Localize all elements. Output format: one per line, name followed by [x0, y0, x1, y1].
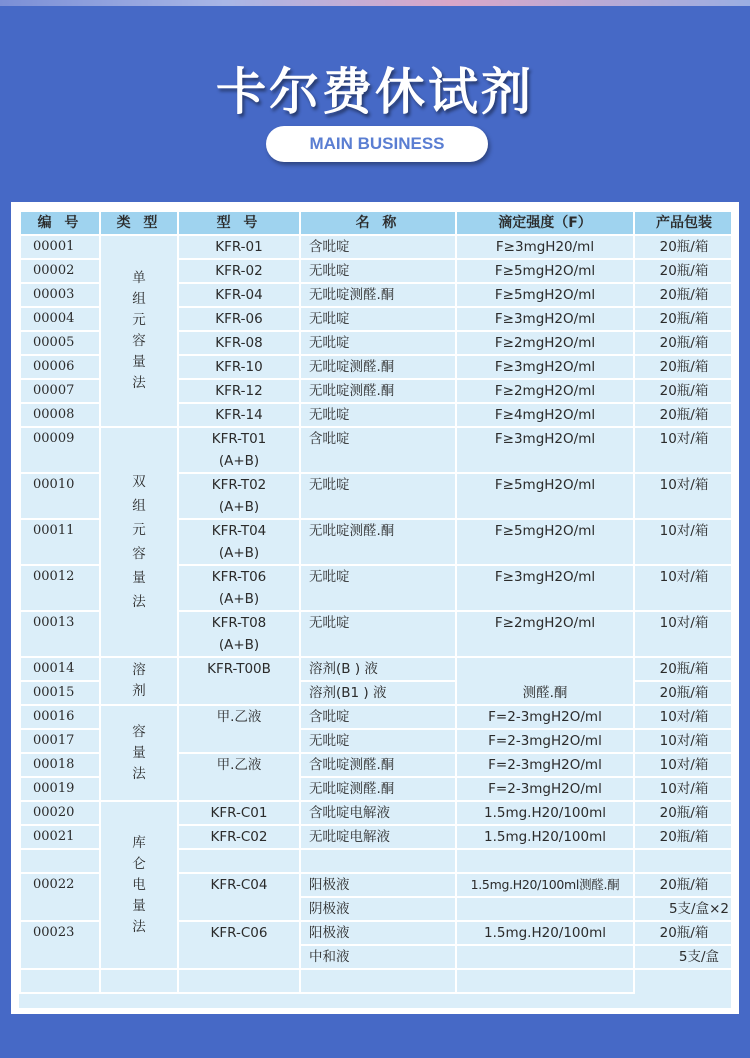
cell-package: 10对/箱: [634, 753, 731, 777]
cell-package: 10对/箱: [634, 729, 731, 753]
cell-type-group: [100, 801, 178, 969]
cell-strength: F=2-3mgH2O/ml: [456, 705, 634, 729]
cell-name: 阳极液: [300, 873, 456, 897]
cell-name: [178, 969, 300, 993]
cell-code: 00005: [20, 331, 100, 355]
header-strength: 滴定强度（F）: [456, 211, 634, 235]
cell-package: 20瓶/箱: [634, 307, 731, 331]
cell-model: [178, 473, 300, 519]
cell-name: 无吡啶测醛.酮: [300, 519, 456, 565]
table-row: [20, 969, 731, 993]
cell-strength: F≥3mgH2O/ml: [456, 565, 634, 611]
main-business-badge: MAIN BUSINESS: [266, 126, 488, 162]
cell-model: [178, 611, 300, 657]
cell-code: 00017: [20, 729, 100, 753]
cell-name: 无吡啶测醛.酮: [300, 355, 456, 379]
cell-model: [178, 565, 300, 611]
model-line: KFR-T04: [211, 523, 267, 539]
cell-name: 无吡啶测醛.酮: [300, 379, 456, 403]
product-table: [19, 210, 731, 994]
cell-model: KFR-01: [178, 235, 300, 259]
model-line: KFR-T01: [211, 431, 267, 447]
cell-strength: F≥3mgH2O/ml: [456, 427, 634, 473]
cell-name: 无吡啶电解液: [300, 825, 456, 849]
cell-code: 00002: [20, 259, 100, 283]
cell-code: 00021: [20, 825, 100, 849]
cell-package: 10对/箱: [634, 777, 731, 801]
cell-package: 5支/盒: [634, 945, 731, 969]
cell-code: 00014: [20, 657, 100, 681]
cell-strength: 1.5mg.H20/100ml: [456, 801, 634, 825]
table-panel: [11, 202, 739, 1014]
cell-strength: [300, 969, 456, 993]
cell-model: KFR-12: [178, 379, 300, 403]
cell-package: 20瓶/箱: [634, 825, 731, 849]
type-label: 溶剂: [132, 662, 146, 699]
cell-package: 20瓶/箱: [634, 355, 731, 379]
model-suffix: (A+B): [218, 499, 260, 515]
top-decor-strip: [0, 0, 750, 6]
cell-package: 20瓶/箱: [634, 873, 731, 897]
cell-strength: F≥3mgH2O/ml: [456, 307, 634, 331]
header-model: 型 号: [178, 211, 300, 235]
cell-model: KFR-06: [178, 307, 300, 331]
cell-name: 含吡啶测醛.酮: [300, 753, 456, 777]
cell-code: 00022: [20, 873, 100, 921]
cell-package: 20瓶/箱: [634, 379, 731, 403]
cell-strength: [456, 945, 634, 969]
cell-code: 00019: [20, 777, 100, 801]
cell-name: 溶剂(B1 ) 液: [300, 681, 456, 705]
cell-strength: F≥5mgH2O/ml: [456, 473, 634, 519]
cell-name: 含吡啶电解液: [300, 801, 456, 825]
cell-type-group: [100, 235, 178, 427]
cell-name: 含吡啶: [300, 235, 456, 259]
cell-model: KFR-14: [178, 403, 300, 427]
cell-name: 中和液: [300, 945, 456, 969]
type-label: 容量法: [132, 723, 146, 782]
cell-name: 阳极液: [300, 921, 456, 945]
cell-strength: F=2-3mgH2O/ml: [456, 729, 634, 753]
cell-package: [634, 849, 731, 873]
cell-strength: 测醛.酮: [456, 657, 634, 705]
cell-strength: [456, 897, 634, 921]
cell-package: 10对/箱: [634, 427, 731, 473]
cell-package: 20瓶/箱: [634, 259, 731, 283]
cell-code: 00006: [20, 355, 100, 379]
cell-name: 无吡啶: [300, 259, 456, 283]
type-label: 库仑电量法: [132, 834, 146, 935]
cell-name: 无吡啶: [300, 565, 456, 611]
model-suffix: (A+B): [218, 591, 260, 607]
cell-code: 00015: [20, 681, 100, 705]
cell-code: 00004: [20, 307, 100, 331]
cell-strength: [456, 849, 634, 873]
cell-model: KFR-C06: [178, 921, 300, 969]
cell-code: 00010: [20, 473, 100, 519]
header-package: 产品包装: [634, 211, 731, 235]
cell-strength: 1.5mg.H20/100ml测醛.酮: [456, 873, 634, 897]
cell-name: 无吡啶: [300, 611, 456, 657]
cell-name: 无吡啶测醛.酮: [300, 283, 456, 307]
cell-code: 00001: [20, 235, 100, 259]
cell-package: 20瓶/箱: [634, 801, 731, 825]
cell-strength: 1.5mg.H20/100ml: [456, 825, 634, 849]
cell-package: 20瓶/箱: [634, 681, 731, 705]
cell-code: 00020: [20, 801, 100, 825]
type-label: 双组元容量法: [132, 474, 146, 610]
cell-type-group: [100, 427, 178, 657]
cell-model: [178, 427, 300, 473]
cell-strength: F≥4mgH2O/ml: [456, 403, 634, 427]
cell-code: 00011: [20, 519, 100, 565]
cell-strength: F≥5mgH2O/ml: [456, 259, 634, 283]
header-name: 名 称: [300, 211, 456, 235]
model-line: KFR-T08: [211, 615, 267, 631]
cell-package: 10对/箱: [634, 519, 731, 565]
cell-strength: F≥5mgH2O/ml: [456, 519, 634, 565]
cell-strength: F≥2mgH2O/ml: [456, 611, 634, 657]
cell-model: KFR-10: [178, 355, 300, 379]
cell-name: 溶剂(B ) 液: [300, 657, 456, 681]
cell-strength: F≥5mgH2O/ml: [456, 283, 634, 307]
cell-strength: F≥3mgH20/ml: [456, 235, 634, 259]
cell-strength: F=2-3mgH2O/ml: [456, 753, 634, 777]
cell-package: 10对/箱: [634, 705, 731, 729]
cell-strength: F=2-3mgH2O/ml: [456, 777, 634, 801]
table-row: [20, 657, 731, 681]
cell-model: KFR-C02: [178, 825, 300, 849]
cell-strength: F≥2mgH2O/ml: [456, 379, 634, 403]
type-label: 单组元容量法: [132, 270, 146, 391]
cell-code: 00023: [20, 921, 100, 969]
cell-code: 00016: [20, 705, 100, 729]
cell-model: KFR-C01: [178, 801, 300, 825]
cell-name: 含吡啶: [300, 427, 456, 473]
cell-code: 00008: [20, 403, 100, 427]
cell-package: 20瓶/箱: [634, 331, 731, 355]
cell-code: 00003: [20, 283, 100, 307]
cell-model: [178, 849, 300, 873]
cell-name: 含吡啶: [300, 705, 456, 729]
model-suffix: (A+B): [218, 453, 260, 469]
cell-model: KFR-04: [178, 283, 300, 307]
cell-package: 20瓶/箱: [634, 657, 731, 681]
model-suffix: (A+B): [218, 545, 260, 561]
cell-model: KFR-C04: [178, 873, 300, 921]
cell-code: 00007: [20, 379, 100, 403]
cell-code: [20, 969, 100, 993]
cell-name: 阴极液: [300, 897, 456, 921]
cell-name: 无吡啶: [300, 403, 456, 427]
header-code: 编 号: [20, 211, 100, 235]
cell-model: KFR-T00B: [178, 657, 300, 705]
cell-strength: F≥3mgH2O/ml: [456, 355, 634, 379]
cell-type-group: [100, 657, 178, 705]
page-title: 卡尔费休试剂: [216, 63, 534, 121]
cell-type-group: [100, 705, 178, 801]
cell-model: 甲.乙液: [178, 753, 300, 801]
cell-model: [178, 519, 300, 565]
header-type: 类 型: [100, 211, 178, 235]
cell-code: 00018: [20, 753, 100, 777]
cell-package: 10对/箱: [634, 611, 731, 657]
cell-name: 无吡啶: [300, 331, 456, 355]
table-row: [20, 801, 731, 825]
table-row: [20, 705, 731, 729]
cell-package: 10对/箱: [634, 565, 731, 611]
model-suffix: (A+B): [218, 637, 260, 653]
cell-code: [20, 849, 100, 873]
cell-package: 5支/盒×2: [634, 897, 731, 921]
model-line: KFR-T06: [211, 569, 267, 585]
cell-name: [300, 849, 456, 873]
cell-strength: 1.5mg.H20/100ml: [456, 921, 634, 945]
cell-package: 20瓶/箱: [634, 283, 731, 307]
product-sheet: [19, 210, 731, 1008]
cell-model: KFR-02: [178, 259, 300, 283]
cell-model: KFR-08: [178, 331, 300, 355]
cell-name: 无吡啶: [300, 729, 456, 753]
model-line: KFR-T02: [211, 477, 267, 493]
cell-package: 10对/箱: [634, 473, 731, 519]
table-header-row: [20, 211, 731, 235]
cell-package: 20瓶/箱: [634, 235, 731, 259]
cell-package: 20瓶/箱: [634, 403, 731, 427]
cell-name: 无吡啶: [300, 473, 456, 519]
cell-name: 无吡啶: [300, 307, 456, 331]
cell-package: 20瓶/箱: [634, 921, 731, 945]
table-row: [20, 235, 731, 259]
cell-code: 00009: [20, 427, 100, 473]
table-row: [20, 427, 731, 473]
cell-strength: F≥2mgH2O/ml: [456, 331, 634, 355]
cell-code: 00013: [20, 611, 100, 657]
cell-code: 00012: [20, 565, 100, 611]
cell-package: [456, 969, 634, 993]
cell-name: 无吡啶测醛.酮: [300, 777, 456, 801]
cell-model: [100, 969, 178, 993]
cell-model: 甲.乙液: [178, 705, 300, 753]
